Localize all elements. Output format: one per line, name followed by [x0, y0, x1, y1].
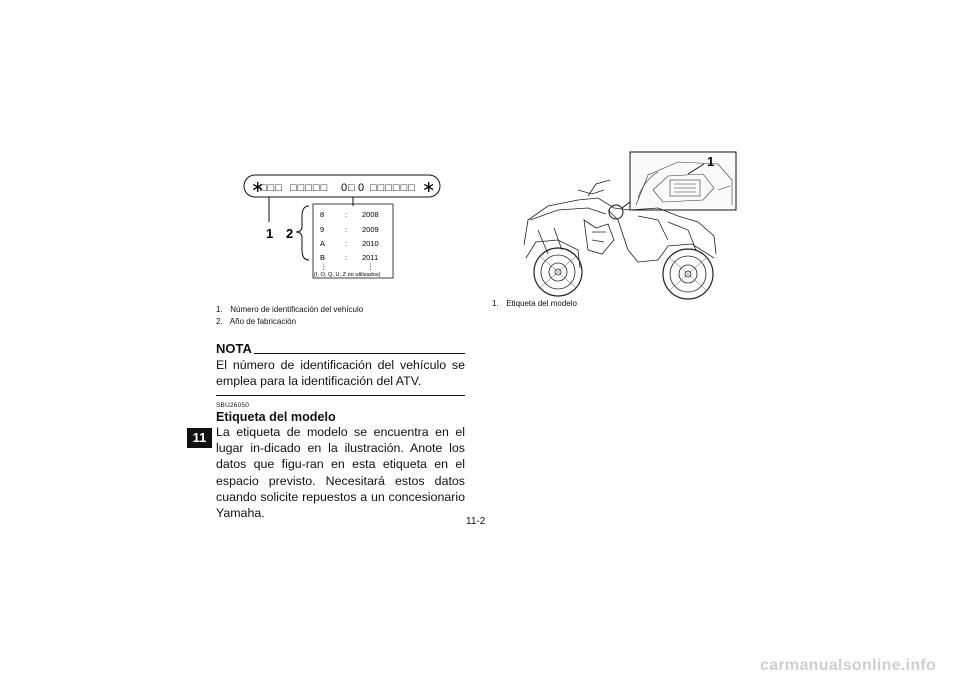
- page-number: 11-2: [466, 516, 486, 527]
- year-table: [320, 210, 379, 271]
- caption-item: [216, 304, 466, 316]
- section-body: La etiqueta de modelo se encuentra en el lugar in-dicado en la ilustración. Anote los datos que figu-ran en esta etiqueta en el espacio previsto. Necesitará estos datos cuando solicite repuestos a un concesionario Yamaha.: [216, 425, 465, 521]
- model-label-section: [216, 402, 465, 521]
- callout-2: 2: [286, 226, 294, 241]
- caption-number: 2.: [216, 317, 223, 326]
- watermark: carmanualsonline.info: [760, 657, 937, 674]
- year-ellipsis-right: ⋮: [367, 262, 375, 271]
- caption-text: Etiqueta del modelo: [506, 299, 577, 308]
- inset-leader: [622, 202, 630, 208]
- year-row-year: 2008: [362, 210, 379, 219]
- year-row-code: A: [320, 239, 326, 248]
- vin-code-group-6: □□□□□□: [370, 182, 416, 194]
- atv-figure-caption: [492, 298, 742, 310]
- caption-text: Año de fabricación: [229, 317, 297, 326]
- year-row-sep: :: [345, 239, 348, 248]
- atv-wheels: [534, 248, 713, 299]
- atv-callout-1: 1: [707, 154, 715, 169]
- year-ellipsis-left: ⋮: [320, 262, 328, 271]
- atv-illustration: [518, 150, 740, 305]
- vin-code-group-5: 0: [358, 182, 365, 194]
- caption-number: 1.: [216, 305, 223, 314]
- year-row-sep: :: [345, 253, 348, 262]
- note-top-rule: [254, 353, 465, 354]
- year-brace: [296, 206, 309, 260]
- note-text: El número de identificación del vehículo se emplea para la identificación del ATV.: [216, 358, 465, 389]
- year-row-year: 2011: [362, 253, 379, 262]
- vin-code-right-symbol: ∗: [422, 179, 436, 196]
- vin-code-left-symbol: ∗: [251, 179, 265, 196]
- caption-number: 1.: [492, 299, 499, 308]
- vin-figure: [216, 166, 468, 296]
- year-row-code: 8: [320, 210, 325, 219]
- section-code: SBU26050: [216, 402, 250, 409]
- section-title: Etiqueta del modelo: [216, 410, 336, 424]
- note-block: [216, 342, 465, 396]
- vin-code-group-2: □□□□□: [290, 182, 329, 194]
- year-row-code: 9: [320, 225, 325, 234]
- year-footnote: (I, O, Q, U, Z no utilizados): [314, 272, 381, 278]
- year-row-code: B: [320, 253, 326, 262]
- chapter-tab: 11: [187, 428, 212, 448]
- year-row-sep: :: [345, 225, 348, 234]
- label-location-circle: [609, 205, 623, 219]
- vin-code-group-1: □□□: [260, 182, 283, 194]
- note-bottom-rule: [216, 395, 465, 396]
- year-row-sep: :: [345, 210, 348, 219]
- year-row-year: 2009: [362, 225, 379, 234]
- caption-item: [216, 316, 466, 328]
- vin-code-group-4: □: [348, 182, 355, 194]
- year-row-year: 2010: [362, 239, 379, 248]
- note-label: NOTA: [216, 341, 252, 356]
- vin-code-group-3: 0: [341, 182, 348, 194]
- caption-text: Número de identificación del vehículo: [230, 305, 364, 314]
- callout-1: 1: [266, 226, 274, 241]
- vin-figure-captions: [216, 304, 466, 328]
